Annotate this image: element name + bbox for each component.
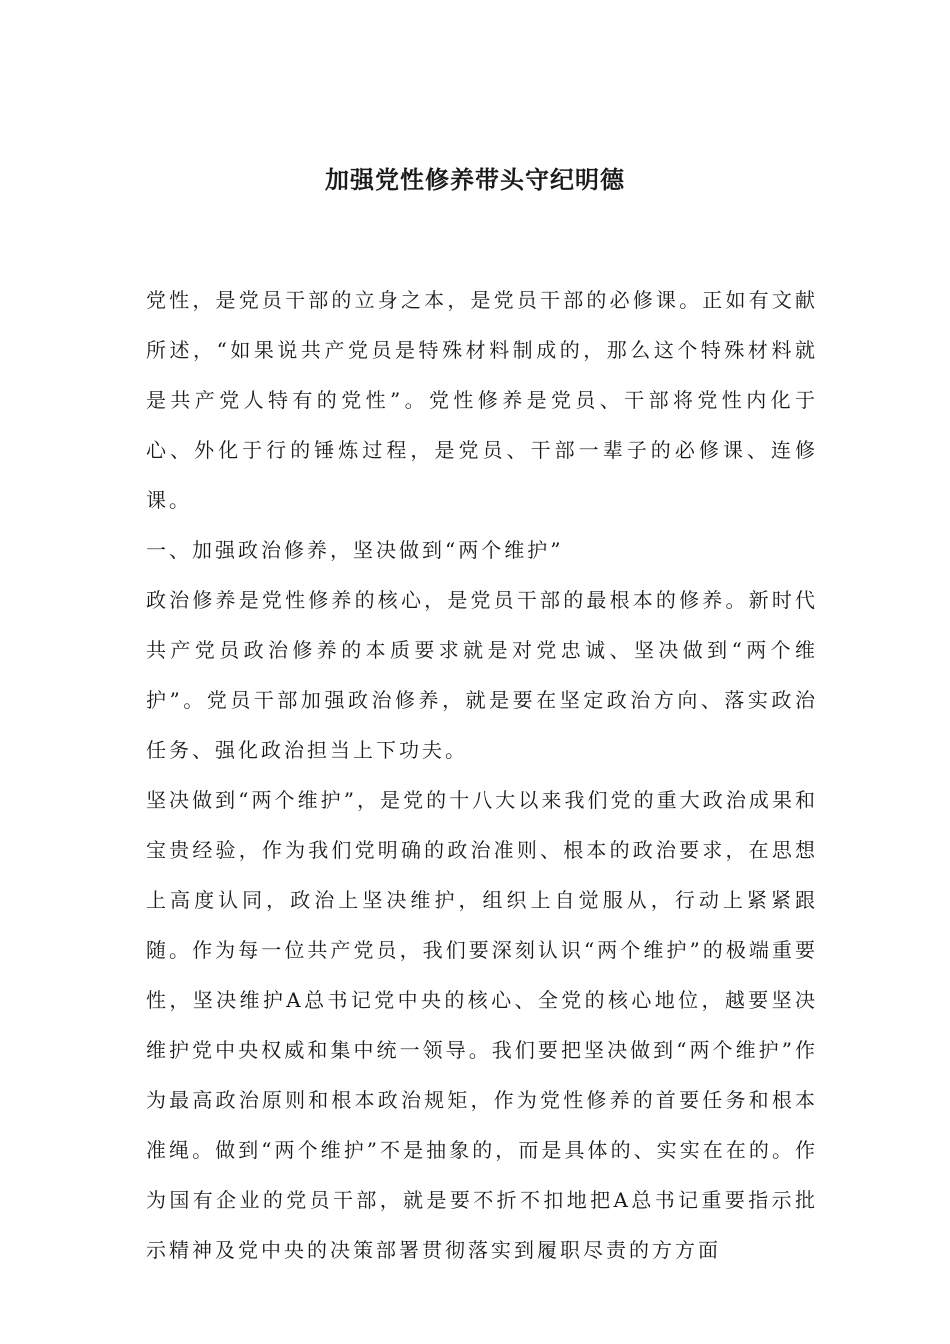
paragraph-two-safeguards: 坚决做到“两个维护”，是党的十八大以来我们党的重大政治成果和宝贵经验，作为我们党明确的政治准则、根本的政治要求，在思想上高度认同，政治上坚决维护，组织上自觉服从，行动上紧紧跟随。作为每一位共产党员，我们要深刻认识“两个维护”的极端重要性，坚决维护A总书记党中央的核心、全党的核心地位，越要坚决维护党中央权威和集中统一领导。我们要把坚决做到“两个维护”作为最高政治原则和根本政治规矩，作为党性修养的首要任务和根本准绳。做到“两个维护”不是抽象的，而是具体的、实实在在的。作为国有企业的党员干部，就是要不折不扣地把A总书记重要指示批示精神及党中央的决策部署贯彻落实到履职尽责的方方面	[146, 788, 818, 1262]
document-title: 加强党性修养带头守纪明德	[325, 165, 625, 194]
section-heading: 一、加强政治修养，坚决做到“两个维护”	[146, 538, 564, 562]
paragraph-intro: 党性，是党员干部的立身之本，是党员干部的必修课。正如有文献所述，“如果说共产党员是特殊材料制成的，那么这个特殊材料就是共产党人特有的党性”。党性修养是党员、干部将党性内化于心、外化于行的锤炼过程，是党员、干部一辈子的必修课、连修课。	[146, 288, 818, 512]
paragraph-political-cultivation: 政治修养是党性修养的核心，是党员干部的最根本的修养。新时代共产党员政治修养的本质要求就是对党忠诚、坚决做到“两个维护”。党员干部加强政治修养，就是要在坚定政治方向、落实政治任务、强化政治担当上下功夫。	[146, 588, 818, 762]
document-body	[146, 275, 818, 1275]
